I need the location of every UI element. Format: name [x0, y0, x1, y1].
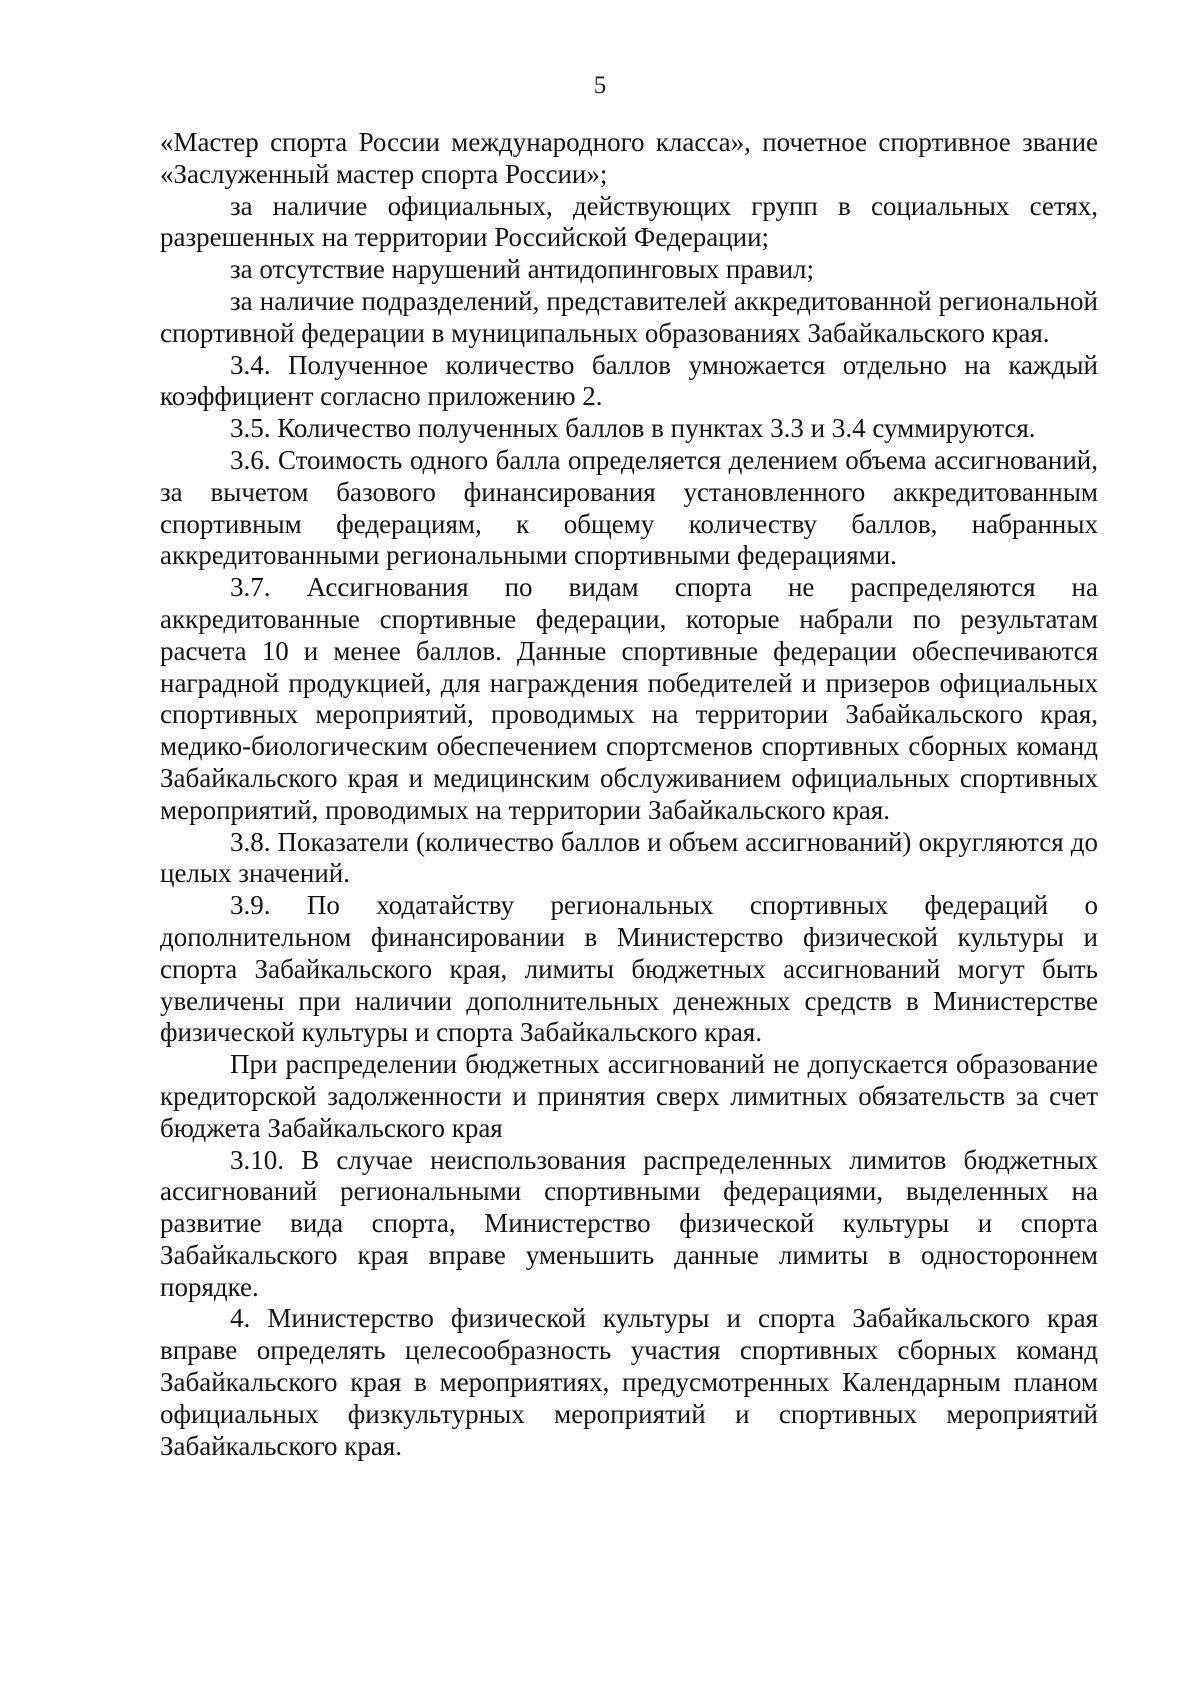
paragraph-3-5: 3.5. Количество полученных баллов в пунктах 3.3 и 3.4 суммируются.	[230, 413, 1036, 444]
paragraph-4: 4. Министерство физической культуры и спорта Забайкальского края вправе определять целесообразность участия спортивных сборных команд Забайкальского края в мероприятиях, предусмотренных Календарным планом официальных физкультурных мероприятий и спортивных мероприятий Забайкальского края.	[160, 1303, 1098, 1461]
paragraph-3-9: 3.9. По ходатайству региональных спортивных федераций о дополнительном финансировании в Министерство физической культуры и спорта Забайкальского края, лимиты бюджетных ассигнований могут быть увеличены при наличии дополнительных денежных средств в Министерстве физической культуры и спорта Забайкальского края.	[160, 890, 1098, 1048]
paragraph-3-10: 3.10. В случае неиспользования распределенных лимитов бюджетных ассигнований региональными спортивными федерациями, выделенных на развитие вида спорта, Министерство физической культуры и спорта Забайкальского края вправе уменьшить данные лимиты в одностороннем порядке.	[160, 1144, 1098, 1302]
paragraph: «Мастер спорта России международного класса», почетное спортивное звание «Заслуженный мастер спорта России»;	[160, 127, 1098, 189]
page-number: 5	[593, 72, 607, 99]
paragraph-3-4: 3.4. Полученное количество баллов умножается отдельно на каждый коэффициент согласно приложению 2.	[160, 349, 1098, 412]
paragraph: за наличие официальных, действующих групп в социальных сетях, разрешенных на территории Российской Федерации;	[160, 190, 1098, 253]
paragraph: за наличие подразделений, представителей аккредитованной региональной спортивной федерации в муниципальных образованиях Забайкальского края.	[160, 285, 1098, 348]
paragraph-3-6: 3.6. Стоимость одного балла определяется делением объема ассигнований, за вычетом базового финансирования установленного аккредитованным спортивным федерациям, к общему количеству баллов, набранных аккредитованными региональными спортивными федерациями.	[160, 444, 1098, 571]
paragraph: При распределении бюджетных ассигнований не допускается образование кредиторской задолженности и принятия сверх лимитных обязательств за счет бюджета Забайкальского края	[160, 1049, 1098, 1143]
paragraph: за отсутствие нарушений антидопинговых правил;	[230, 254, 815, 285]
paragraph-3-7: 3.7. Ассигнования по видам спорта не распределяются на аккредитованные спортивные федерации, которые набрали по результатам расчета 10 и менее баллов. Данные спортивные федерации обеспечиваются наградной продукцией, для награждения победителей и призеров официальных спортивных мероприятий, проводимых на территории Забайкальского края, медико-биологическим обеспечением спортсменов спортивных сборных команд Забайкальского края и медицинским обслуживанием официальных спортивных мероприятий, проводимых на территории Забайкальского края.	[160, 572, 1098, 825]
document-body	[160, 127, 1098, 1462]
paragraph-3-8: 3.8. Показатели (количество баллов и объем ассигнований) округляются до целых значений.	[160, 826, 1098, 889]
